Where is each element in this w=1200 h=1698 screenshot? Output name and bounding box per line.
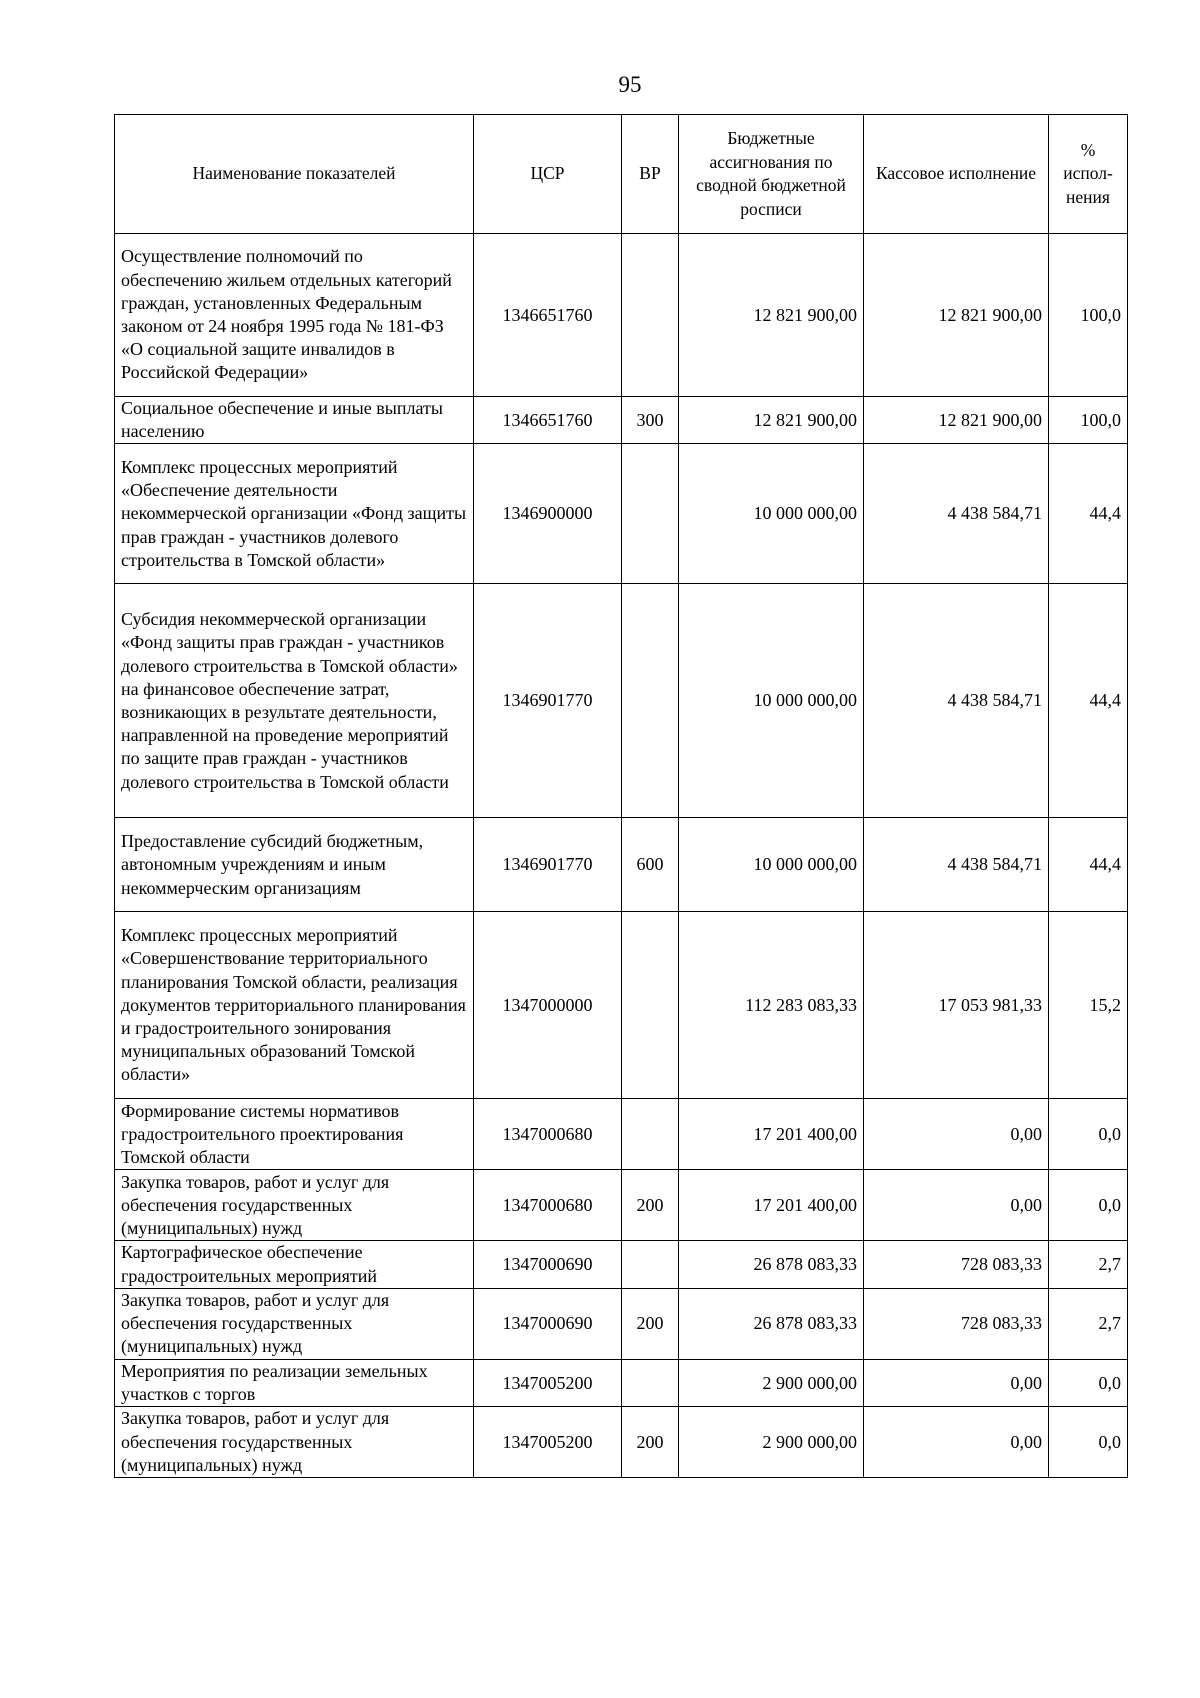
row-percent-execution: 44,4 bbox=[1049, 584, 1128, 818]
row-name: Комплекс процессных мероприятий «Обеспечение деятельности некоммерческой организации «Фонд защиты прав граждан - участников долевого строительства в Томской области» bbox=[115, 444, 474, 584]
row-name: Осуществление полномочий по обеспечению жильем отдельных категорий граждан, установленных Федеральным законом от 24 ноября 1995 года № 181-ФЗ «О социальной защите инвалидов в Российской Федерации» bbox=[115, 234, 474, 397]
table-row bbox=[115, 584, 1128, 818]
row-csr: 1347000680 bbox=[474, 1099, 622, 1170]
row-vr bbox=[622, 912, 679, 1099]
row-csr: 1347000000 bbox=[474, 912, 622, 1099]
row-cash-execution: 4 438 584,71 bbox=[864, 818, 1049, 912]
row-percent-execution: 15,2 bbox=[1049, 912, 1128, 1099]
row-percent-execution: 100,0 bbox=[1049, 397, 1128, 444]
row-cash-execution: 0,00 bbox=[864, 1359, 1049, 1406]
row-csr: 1346901770 bbox=[474, 818, 622, 912]
page-number: 95 bbox=[618, 72, 642, 97]
row-cash-execution: 12 821 900,00 bbox=[864, 234, 1049, 397]
row-csr: 1346900000 bbox=[474, 444, 622, 584]
row-vr: 600 bbox=[622, 818, 679, 912]
row-name: Картографическое обеспечение градостроительных мероприятий bbox=[115, 1241, 474, 1288]
row-vr bbox=[622, 234, 679, 397]
row-budget-allocations: 10 000 000,00 bbox=[679, 584, 864, 818]
row-csr: 1347000690 bbox=[474, 1241, 622, 1288]
header-cash-execution: Кассовое исполнение bbox=[864, 115, 1049, 234]
table-row bbox=[115, 1407, 1128, 1478]
row-percent-execution: 2,7 bbox=[1049, 1241, 1128, 1288]
row-percent-execution: 2,7 bbox=[1049, 1288, 1128, 1359]
row-name: Формирование системы нормативов градостроительного проектирования Томской области bbox=[115, 1099, 474, 1170]
header-csr: ЦСР bbox=[474, 115, 622, 234]
row-cash-execution: 0,00 bbox=[864, 1099, 1049, 1170]
row-csr: 1347005200 bbox=[474, 1407, 622, 1478]
row-budget-allocations: 10 000 000,00 bbox=[679, 444, 864, 584]
row-cash-execution: 17 053 981,33 bbox=[864, 912, 1049, 1099]
header-vr: ВР bbox=[622, 115, 679, 234]
table-row bbox=[115, 1359, 1128, 1406]
header-percent-execution: % испол-нения bbox=[1049, 115, 1128, 234]
row-name: Мероприятия по реализации земельных участков с торгов bbox=[115, 1359, 474, 1406]
row-percent-execution: 0,0 bbox=[1049, 1099, 1128, 1170]
row-vr bbox=[622, 1359, 679, 1406]
row-csr: 1347000680 bbox=[474, 1170, 622, 1241]
row-percent-execution: 100,0 bbox=[1049, 234, 1128, 397]
row-vr: 200 bbox=[622, 1170, 679, 1241]
row-vr bbox=[622, 444, 679, 584]
row-vr bbox=[622, 584, 679, 818]
row-vr bbox=[622, 1241, 679, 1288]
row-csr: 1347000690 bbox=[474, 1288, 622, 1359]
row-budget-allocations: 17 201 400,00 bbox=[679, 1099, 864, 1170]
row-budget-allocations: 12 821 900,00 bbox=[679, 397, 864, 444]
row-csr: 1346651760 bbox=[474, 234, 622, 397]
row-budget-allocations: 17 201 400,00 bbox=[679, 1170, 864, 1241]
row-budget-allocations: 26 878 083,33 bbox=[679, 1241, 864, 1288]
row-budget-allocations: 2 900 000,00 bbox=[679, 1407, 864, 1478]
table-row bbox=[115, 397, 1128, 444]
table-row bbox=[115, 444, 1128, 584]
row-percent-execution: 44,4 bbox=[1049, 818, 1128, 912]
row-name: Закупка товаров, работ и услуг для обеспечения государственных (муниципальных) нужд bbox=[115, 1288, 474, 1359]
row-csr: 1347005200 bbox=[474, 1359, 622, 1406]
row-vr bbox=[622, 1099, 679, 1170]
table-row bbox=[115, 818, 1128, 912]
table-header-row bbox=[115, 115, 1128, 234]
header-budget-allocations: Бюджетные ассигнования по сводной бюджетной росписи bbox=[679, 115, 864, 234]
row-cash-execution: 728 083,33 bbox=[864, 1241, 1049, 1288]
table-row bbox=[115, 1288, 1128, 1359]
row-csr: 1346901770 bbox=[474, 584, 622, 818]
table-row bbox=[115, 912, 1128, 1099]
row-cash-execution: 0,00 bbox=[864, 1407, 1049, 1478]
row-budget-allocations: 26 878 083,33 bbox=[679, 1288, 864, 1359]
table-row bbox=[115, 234, 1128, 397]
row-budget-allocations: 2 900 000,00 bbox=[679, 1359, 864, 1406]
row-name: Закупка товаров, работ и услуг для обеспечения государственных (муниципальных) нужд bbox=[115, 1170, 474, 1241]
row-csr: 1346651760 bbox=[474, 397, 622, 444]
row-name: Социальное обеспечение и иные выплаты населению bbox=[115, 397, 474, 444]
table-row bbox=[115, 1099, 1128, 1170]
row-vr: 200 bbox=[622, 1407, 679, 1478]
table-row bbox=[115, 1170, 1128, 1241]
row-vr: 300 bbox=[622, 397, 679, 444]
row-percent-execution: 44,4 bbox=[1049, 444, 1128, 584]
row-name: Субсидия некоммерческой организации «Фонд защиты прав граждан - участников долевого строительства в Томской области» на финансовое обеспечение затрат, возникающих в результате деятельности, направленной на проведение мероприятий по защите прав граждан - участников долевого строительства в Томской области bbox=[115, 584, 474, 818]
row-budget-allocations: 12 821 900,00 bbox=[679, 234, 864, 397]
row-cash-execution: 12 821 900,00 bbox=[864, 397, 1049, 444]
row-percent-execution: 0,0 bbox=[1049, 1407, 1128, 1478]
header-name: Наименование показателей bbox=[115, 115, 474, 234]
row-cash-execution: 4 438 584,71 bbox=[864, 444, 1049, 584]
row-vr: 200 bbox=[622, 1288, 679, 1359]
row-cash-execution: 728 083,33 bbox=[864, 1288, 1049, 1359]
budget-execution-table bbox=[114, 114, 1128, 1478]
row-budget-allocations: 10 000 000,00 bbox=[679, 818, 864, 912]
row-cash-execution: 4 438 584,71 bbox=[864, 584, 1049, 818]
table-row bbox=[115, 1241, 1128, 1288]
row-cash-execution: 0,00 bbox=[864, 1170, 1049, 1241]
row-percent-execution: 0,0 bbox=[1049, 1170, 1128, 1241]
row-name: Закупка товаров, работ и услуг для обеспечения государственных (муниципальных) нужд bbox=[115, 1407, 474, 1478]
row-name: Комплекс процессных мероприятий «Совершенствование территориального планирования Томской области, реализация документов территориального планирования и градостроительного зонирования муниципальных образований Томской области» bbox=[115, 912, 474, 1099]
row-budget-allocations: 112 283 083,33 bbox=[679, 912, 864, 1099]
row-percent-execution: 0,0 bbox=[1049, 1359, 1128, 1406]
table-body bbox=[115, 234, 1128, 1478]
row-name: Предоставление субсидий бюджетным, автономным учреждениям и иным некоммерческим организациям bbox=[115, 818, 474, 912]
